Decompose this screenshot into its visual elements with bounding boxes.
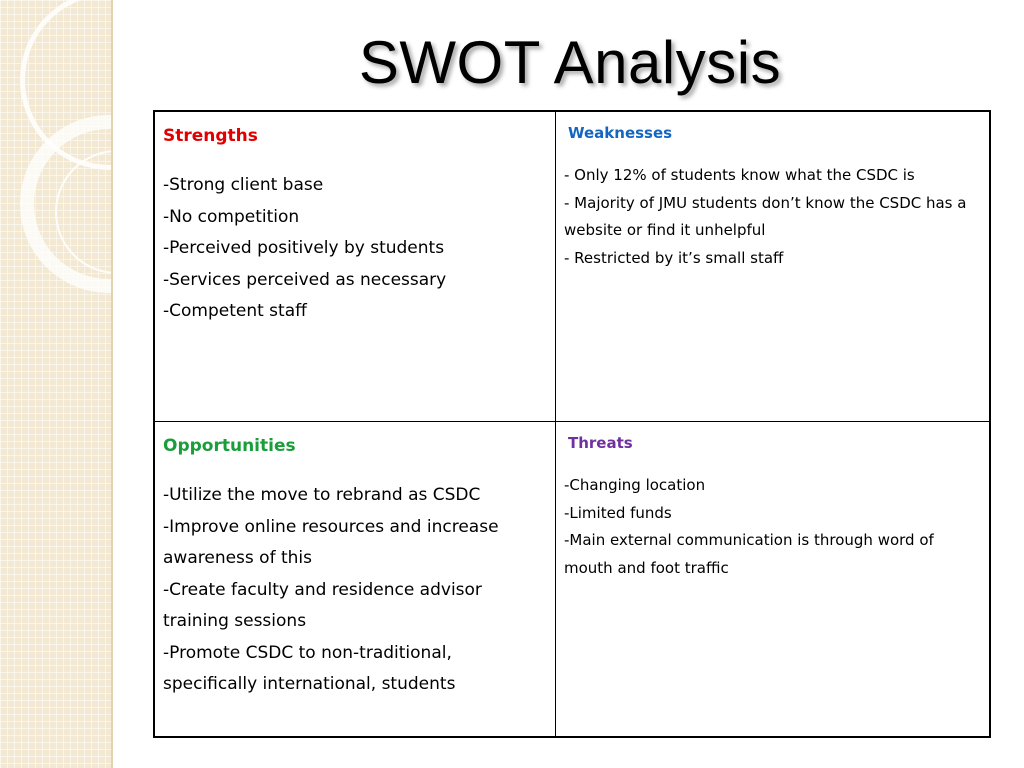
strip-divider bbox=[111, 0, 113, 768]
swot-table bbox=[153, 110, 991, 738]
list-item: -Perceived positively by students bbox=[163, 238, 445, 258]
list-item: - Only 12% of students know what the CSDC is bbox=[564, 166, 915, 184]
list-item: -Strong client base bbox=[163, 175, 324, 195]
list-item: -Improve online resources and increase awareness of this bbox=[163, 516, 499, 568]
list-item: -Promote CSDC to non-traditional, specifically international, students bbox=[163, 642, 456, 694]
threats-cell bbox=[556, 422, 989, 736]
weaknesses-list bbox=[564, 162, 981, 272]
opportunities-list bbox=[163, 480, 547, 701]
threats-heading: Threats bbox=[568, 434, 633, 452]
list-item: -Utilize the move to rebrand as CSDC bbox=[163, 485, 481, 505]
list-item: -Competent staff bbox=[163, 301, 307, 321]
strengths-list bbox=[163, 170, 547, 328]
weaknesses-cell bbox=[556, 112, 989, 422]
list-item: -Changing location bbox=[564, 476, 706, 494]
decorative-side-strip bbox=[0, 0, 113, 768]
list-item: -No competition bbox=[163, 206, 300, 227]
list-item: -Create faculty and residence advisor training sessions bbox=[163, 579, 482, 631]
threats-list bbox=[564, 472, 981, 582]
opportunities-cell bbox=[155, 422, 556, 736]
list-item: - Majority of JMU students don’t know the CSDC has a website or find it unhelpful bbox=[564, 193, 967, 239]
list-item: -Limited funds bbox=[564, 503, 672, 522]
opportunities-heading: Opportunities bbox=[163, 436, 296, 456]
list-item: -Services perceived as necessary bbox=[163, 269, 447, 290]
strengths-cell bbox=[155, 112, 556, 422]
slide-title: SWOT Analysis bbox=[358, 29, 782, 96]
list-item: -Main external communication is through word of mouth and foot traffic bbox=[564, 531, 934, 577]
list-item: - Restricted by it’s small staff bbox=[564, 248, 784, 267]
strengths-heading: Strengths bbox=[163, 126, 258, 146]
weaknesses-heading: Weaknesses bbox=[568, 124, 673, 142]
